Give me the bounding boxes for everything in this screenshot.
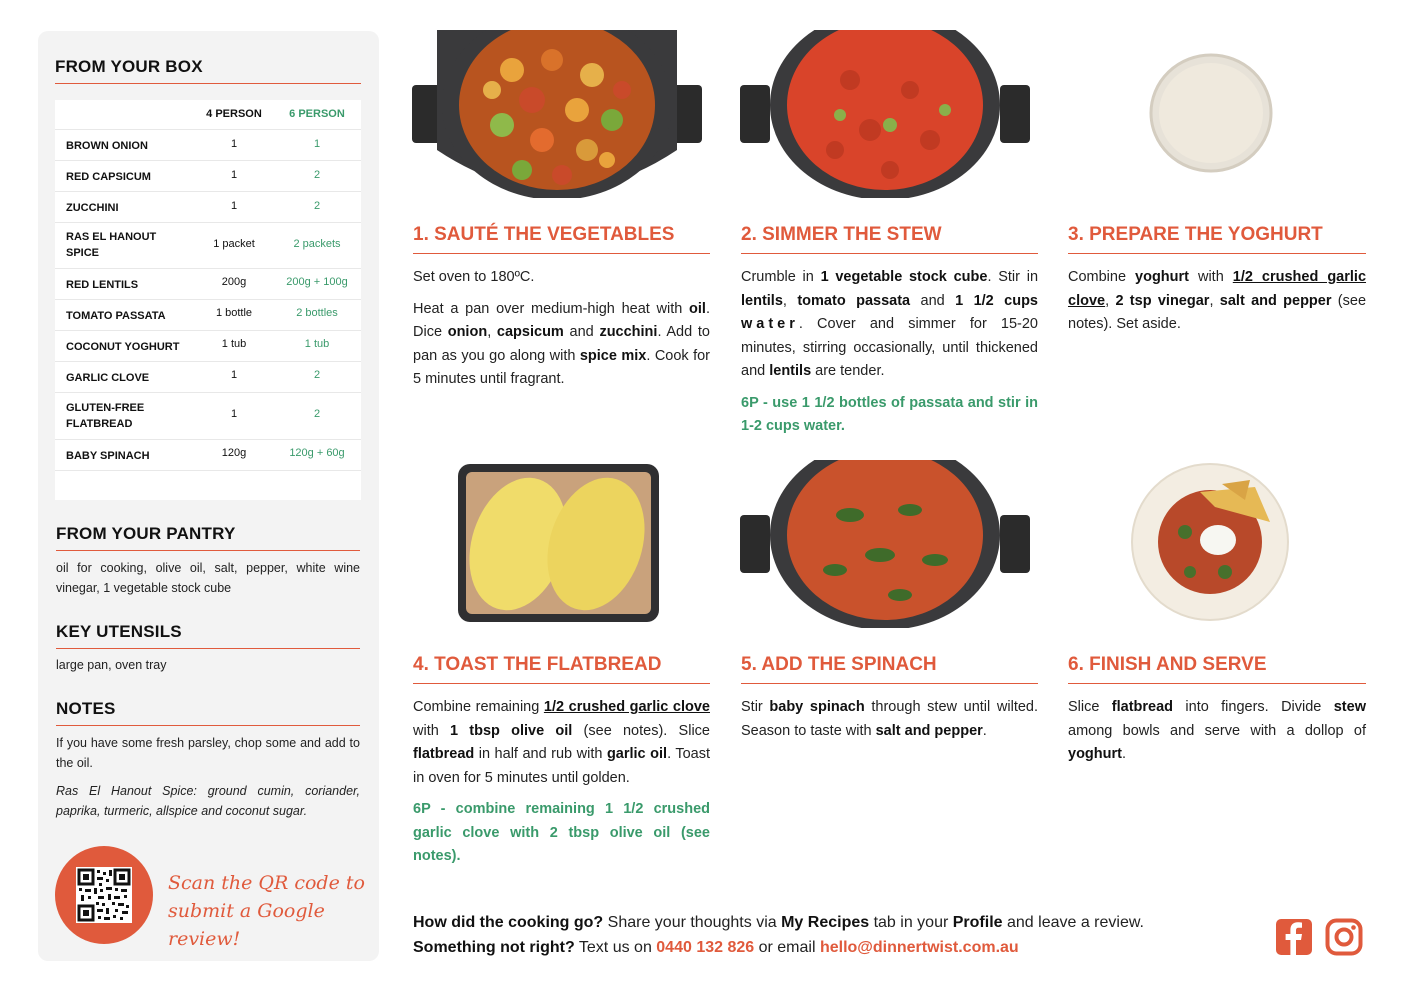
- ingredient-name: GLUTEN-FREE FLATBREAD: [66, 402, 145, 430]
- pantry-text: oil for cooking, olive oil, salt, pepper, white wine vinegar, 1 vegetable stock cube: [56, 561, 360, 595]
- qty-4: 1: [230, 408, 238, 420]
- qty-6: 2: [313, 169, 321, 181]
- table-header: [55, 100, 361, 130]
- step-1-divider: [413, 253, 710, 254]
- table-row: [55, 362, 361, 393]
- qr-caption-line-1: Scan the QR code to: [168, 872, 365, 894]
- qty-4: 200g: [221, 276, 247, 288]
- ingredient-name: RED CAPSICUM: [66, 171, 151, 183]
- step-2-photo: [740, 30, 1030, 198]
- table-row: [55, 331, 361, 362]
- qty-4: 1: [230, 200, 238, 212]
- notes-title: NOTES: [56, 699, 116, 718]
- table-row: [55, 440, 361, 471]
- ingredient-name: COCONUT YOGHURT: [66, 341, 180, 353]
- table-row: [55, 393, 361, 440]
- box-divider: [55, 83, 361, 84]
- qty-4: 1: [230, 169, 238, 181]
- qty-6: 1 tub: [304, 338, 330, 350]
- footer-line-1: How did the cooking go? Share your thoughts via My Recipes tab in your Profile and leave a review.: [413, 914, 1144, 931]
- qty-4: 1 bottle: [215, 307, 253, 319]
- utensils-text: large pan, oven tray: [56, 658, 167, 672]
- qty-6: 1: [313, 138, 321, 150]
- step-6-photo: [1130, 462, 1290, 622]
- ingredient-name: BABY SPINACH: [66, 450, 150, 462]
- qty-6: 2: [313, 200, 321, 212]
- qty-4: 1 tub: [221, 338, 247, 350]
- qr-badge[interactable]: [55, 846, 153, 944]
- ingredients-panel: [38, 31, 379, 961]
- qty-6: 200g + 100g: [286, 276, 348, 288]
- email-link[interactable]: hello@dinnertwist.com.au: [819, 939, 1019, 956]
- ingredient-name: GARLIC CLOVE: [66, 372, 150, 384]
- step-5-body: Stir baby spinach through stew until wilted. Season to taste with salt and pepper.: [741, 699, 1038, 739]
- ingredient-name: TOMATO PASSATA: [66, 310, 166, 322]
- qty-6: 2: [313, 369, 321, 381]
- table-row: [55, 161, 361, 192]
- table-row: [55, 269, 361, 300]
- qty-6: 2: [313, 408, 321, 420]
- table-row: [55, 192, 361, 223]
- table-row: [55, 130, 361, 161]
- footer-line-2: Something not right? Text us on 0440 132 826 or email hello@dinnertwist.com.au: [413, 939, 1019, 956]
- step-5-title: 5. ADD THE SPINACH: [741, 654, 937, 675]
- utensils-divider: [56, 648, 360, 649]
- step-2-divider: [741, 253, 1038, 254]
- step-1-body: Set oven to 180ºC. Heat a pan over medium-high heat with oil. Dice onion, capsicum and zucchini. Add to pan as you go along with spice mix. Cook for 5 minutes until fragrant.: [413, 269, 711, 387]
- notes-divider: [56, 725, 360, 726]
- step-4-body: Combine remaining 1/2 crushed garlic clove with 1 tbsp olive oil (see notes). Slice flatbread in half and rub with garlic oil. Toast in oven for 5 minutes until golden. 6P - combine remaining 1 1/2 crushed garlic clove with 2 tbsp olive oil (see notes).: [413, 699, 710, 864]
- step-6-title: 6. FINISH AND SERVE: [1068, 654, 1267, 675]
- qr-caption: [168, 869, 368, 953]
- step-2-body: Crumble in 1 vegetable stock cube. Stir in lentils, tomato passata and 1 1/2 cups water. Cover and simmer for 15-20 minutes, stirring occasionally, until thickened and lentils are tender. 6P - use 1 1/2 bottles of passata and stir in 1-2 cups water.: [741, 269, 1039, 434]
- ingredient-name: RAS EL HANOUT SPICE: [66, 231, 157, 259]
- qty-4: 120g: [221, 447, 247, 459]
- pantry-divider: [56, 550, 360, 551]
- step-1-photo: [412, 30, 702, 198]
- step-6-divider: [1068, 683, 1366, 684]
- qr-caption-line-2: submit a Google review!: [168, 900, 325, 950]
- step-4-photo: [456, 462, 661, 624]
- qty-4: 1 packet: [213, 238, 255, 250]
- qr-code-icon[interactable]: [76, 867, 132, 923]
- ingredient-name: RED LENTILS: [66, 279, 139, 291]
- phone-link[interactable]: 0440 132 826: [656, 939, 755, 956]
- table-row: [55, 300, 361, 331]
- utensils-title: KEY UTENSILS: [56, 622, 182, 641]
- qty-6: 120g + 60g: [289, 447, 345, 459]
- feedback-footer: [413, 910, 1144, 960]
- step-5-divider: [741, 683, 1038, 684]
- step-4-divider: [413, 683, 710, 684]
- qty-4: 1: [230, 138, 238, 150]
- facebook-icon[interactable]: [1275, 918, 1313, 956]
- step-4-title: 4. TOAST THE FLATBREAD: [413, 654, 662, 675]
- step-1-title: 1. SAUTÉ THE VEGETABLES: [413, 224, 675, 245]
- step-6-body: Slice flatbread into fingers. Divide stew among bowls and serve with a dollop of yoghurt.: [1068, 699, 1366, 762]
- qty-6: 2 bottles: [296, 307, 338, 319]
- step-5-photo: [740, 460, 1030, 628]
- qty-6: 2 packets: [293, 238, 341, 250]
- ingredient-name: ZUCCHINI: [66, 202, 119, 214]
- col-4-person: 4 PERSON: [206, 108, 262, 120]
- ingredients-table: [55, 100, 361, 500]
- instagram-icon[interactable]: [1325, 918, 1363, 956]
- qty-4: 1: [230, 369, 238, 381]
- step-2-title: 2. SIMMER THE STEW: [741, 224, 942, 245]
- table-row: [55, 223, 361, 269]
- pantry-title: FROM YOUR PANTRY: [56, 524, 236, 543]
- step-3-photo: [1148, 52, 1274, 174]
- step-3-body: Combine yoghurt with 1/2 crushed garlic clove, 2 tsp vinegar, salt and pepper (see notes). Set aside.: [1068, 269, 1367, 332]
- notes-text-2: Ras El Hanout Spice: ground cumin, coriander, paprika, turmeric, allspice and coconut sugar.: [56, 784, 360, 818]
- notes-text-1: If you have some fresh parsley, chop some and add to the oil.: [56, 736, 360, 770]
- box-title: FROM YOUR BOX: [55, 57, 203, 76]
- step-3-divider: [1068, 253, 1366, 254]
- col-6-person: 6 PERSON: [289, 108, 345, 120]
- ingredient-name: BROWN ONION: [66, 140, 148, 152]
- step-3-title: 3. PREPARE THE YOGHURT: [1068, 224, 1323, 245]
